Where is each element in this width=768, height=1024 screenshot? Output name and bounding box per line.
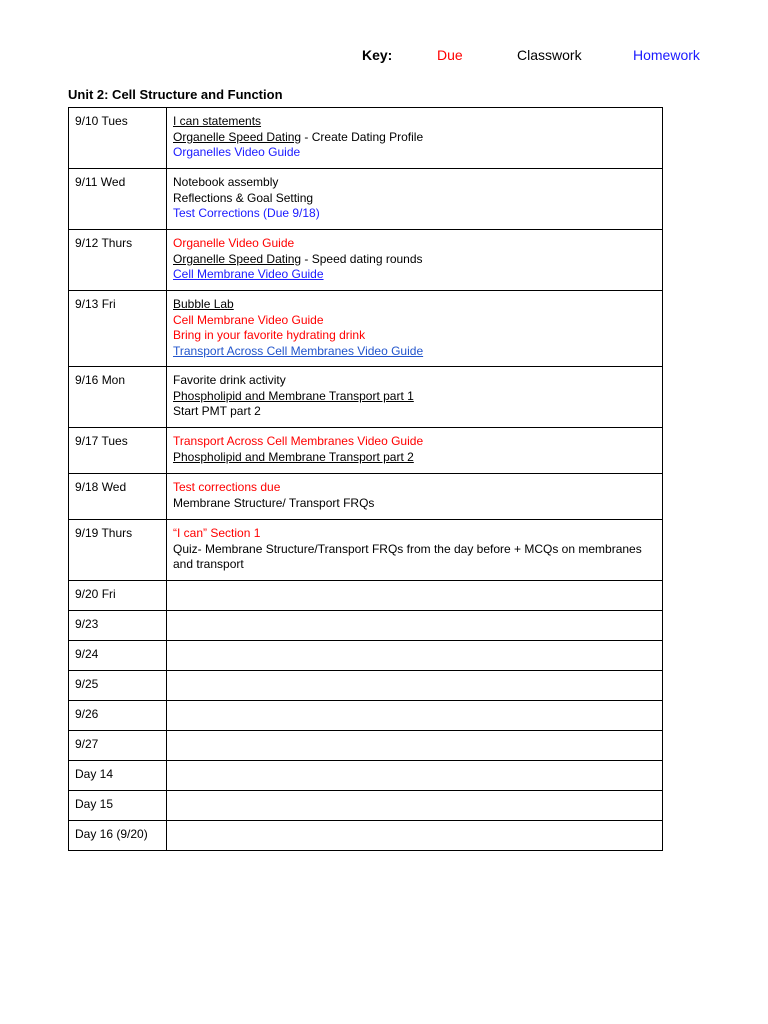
tasks-cell bbox=[167, 731, 663, 761]
task-line bbox=[173, 191, 656, 207]
tasks-cell bbox=[167, 581, 663, 611]
date-cell: Day 15 bbox=[69, 791, 167, 821]
task-line bbox=[173, 404, 656, 420]
date-cell: 9/26 bbox=[69, 701, 167, 731]
tasks-cell bbox=[167, 291, 663, 367]
table-row bbox=[69, 474, 663, 520]
task-line bbox=[173, 542, 656, 573]
unit-title: Unit 2: Cell Structure and Function bbox=[68, 87, 283, 102]
tasks-cell bbox=[167, 520, 663, 581]
date-cell: 9/12 Thurs bbox=[69, 230, 167, 291]
tasks-cell bbox=[167, 701, 663, 731]
task-text-homework[interactable]: Cell Membrane Video Guide bbox=[173, 267, 324, 281]
task-text-classwork: - Speed dating rounds bbox=[301, 251, 423, 266]
table-row bbox=[69, 701, 663, 731]
date-cell: 9/10 Tues bbox=[69, 108, 167, 169]
task-text-classwork: Membrane Structure/ Transport FRQs bbox=[173, 495, 375, 510]
table-row bbox=[69, 108, 663, 169]
task-line bbox=[173, 145, 656, 161]
date-cell: Day 14 bbox=[69, 761, 167, 791]
task-line bbox=[173, 389, 656, 405]
table-row bbox=[69, 291, 663, 367]
task-line bbox=[173, 434, 656, 450]
task-text-classwork[interactable]: Organelle Speed Dating bbox=[173, 129, 302, 144]
task-text-classwork[interactable]: Phospholipid and Membrane Transport part 1 bbox=[173, 388, 414, 403]
table-row bbox=[69, 761, 663, 791]
date-cell: 9/27 bbox=[69, 731, 167, 761]
date-cell: 9/11 Wed bbox=[69, 169, 167, 230]
table-row bbox=[69, 671, 663, 701]
task-text-due: Transport Across Cell Membranes Video Guide bbox=[173, 434, 424, 448]
task-text-classwork: Notebook assembly bbox=[173, 175, 279, 189]
date-cell: 9/24 bbox=[69, 641, 167, 671]
task-text-due: Bring in your favorite hydrating drink bbox=[173, 328, 366, 342]
table-row bbox=[69, 731, 663, 761]
task-text-classwork: Quiz- Membrane Structure/Transport FRQs from the day before + MCQs on membranes and transport bbox=[173, 541, 642, 571]
task-text-classwork: Reflections & Goal Setting bbox=[173, 190, 314, 205]
task-text-homework: Test Corrections (Due 9/18) bbox=[173, 206, 320, 220]
tasks-cell bbox=[167, 230, 663, 291]
table-row bbox=[69, 230, 663, 291]
task-text-homework-link[interactable]: Transport Across Cell Membranes Video Guide bbox=[173, 343, 424, 358]
tasks-cell bbox=[167, 821, 663, 851]
task-text-homework: Organelles Video Guide bbox=[173, 145, 301, 159]
task-line bbox=[173, 373, 656, 389]
task-text-due: Test corrections due bbox=[173, 480, 281, 494]
key-classwork: Classwork bbox=[517, 47, 582, 63]
date-cell: 9/17 Tues bbox=[69, 428, 167, 474]
key-label: Key: bbox=[362, 47, 393, 63]
task-line bbox=[173, 130, 656, 146]
tasks-cell bbox=[167, 108, 663, 169]
task-text-classwork: Favorite drink activity bbox=[173, 373, 286, 387]
date-cell: 9/16 Mon bbox=[69, 367, 167, 428]
task-line bbox=[173, 313, 656, 329]
table-row bbox=[69, 821, 663, 851]
task-line bbox=[173, 328, 656, 344]
schedule-body bbox=[69, 108, 663, 851]
tasks-cell bbox=[167, 671, 663, 701]
color-key bbox=[0, 47, 768, 67]
task-text-classwork[interactable]: Bubble Lab bbox=[173, 297, 234, 311]
task-line bbox=[173, 526, 656, 542]
tasks-cell bbox=[167, 641, 663, 671]
task-text-classwork[interactable]: I can statements bbox=[173, 114, 262, 128]
task-line bbox=[173, 175, 656, 191]
date-cell: 9/19 Thurs bbox=[69, 520, 167, 581]
task-text-classwork: Start PMT part 2 bbox=[173, 404, 261, 418]
task-text-due: “I can” Section 1 bbox=[173, 526, 261, 540]
date-cell: 9/13 Fri bbox=[69, 291, 167, 367]
task-line bbox=[173, 344, 656, 360]
task-text-classwork[interactable]: Phospholipid and Membrane Transport part 2 bbox=[173, 449, 414, 464]
task-line bbox=[173, 297, 656, 313]
task-text-due: Organelle Video Guide bbox=[173, 236, 295, 250]
key-due: Due bbox=[437, 47, 463, 63]
tasks-cell bbox=[167, 611, 663, 641]
key-homework: Homework bbox=[633, 47, 700, 63]
table-row bbox=[69, 428, 663, 474]
task-line bbox=[173, 236, 656, 252]
task-line bbox=[173, 206, 656, 222]
tasks-cell bbox=[167, 474, 663, 520]
task-text-classwork[interactable]: Organelle Speed Dating bbox=[173, 251, 302, 266]
date-cell: Day 16 (9/20) bbox=[69, 821, 167, 851]
date-cell: 9/20 Fri bbox=[69, 581, 167, 611]
task-line bbox=[173, 450, 656, 466]
table-row bbox=[69, 169, 663, 230]
tasks-cell bbox=[167, 367, 663, 428]
table-row bbox=[69, 367, 663, 428]
table-row bbox=[69, 581, 663, 611]
table-row bbox=[69, 791, 663, 821]
task-line bbox=[173, 480, 656, 496]
task-text-classwork: - Create Dating Profile bbox=[301, 129, 424, 144]
tasks-cell bbox=[167, 791, 663, 821]
tasks-cell bbox=[167, 761, 663, 791]
date-cell: 9/25 bbox=[69, 671, 167, 701]
task-line bbox=[173, 252, 656, 268]
date-cell: 9/23 bbox=[69, 611, 167, 641]
schedule-table bbox=[68, 107, 663, 851]
task-text-due: Cell Membrane Video Guide bbox=[173, 312, 324, 327]
tasks-cell bbox=[167, 428, 663, 474]
table-row bbox=[69, 641, 663, 671]
tasks-cell bbox=[167, 169, 663, 230]
task-line bbox=[173, 114, 656, 130]
date-cell: 9/18 Wed bbox=[69, 474, 167, 520]
task-line bbox=[173, 267, 656, 283]
table-row bbox=[69, 520, 663, 581]
table-row bbox=[69, 611, 663, 641]
task-line bbox=[173, 496, 656, 512]
